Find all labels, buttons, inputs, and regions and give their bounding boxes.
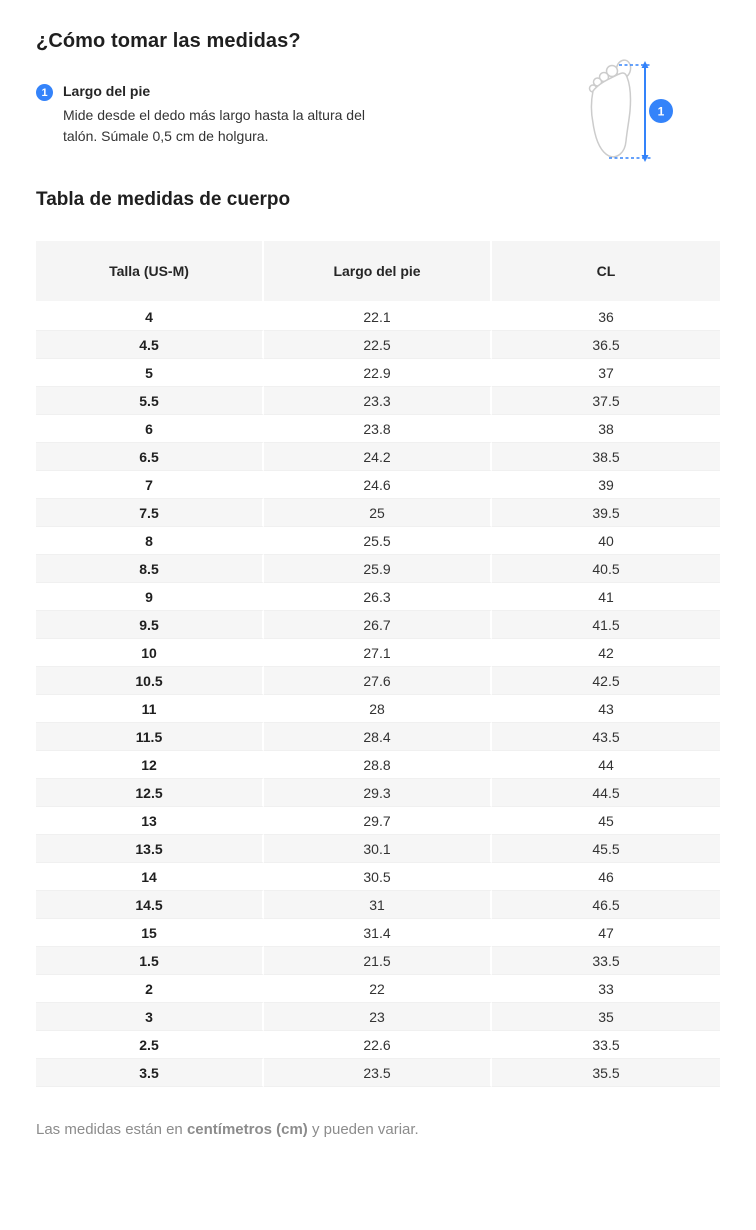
size-table-header bbox=[36, 241, 720, 303]
cell-cl: 33.5 bbox=[492, 1031, 720, 1059]
table-row bbox=[36, 947, 720, 975]
cell-largo-del-pie: 22.5 bbox=[264, 331, 492, 359]
table-row bbox=[36, 779, 720, 807]
cell-talla: 12 bbox=[36, 751, 264, 779]
table-row bbox=[36, 667, 720, 695]
cell-cl: 44 bbox=[492, 751, 720, 779]
cell-cl: 35.5 bbox=[492, 1059, 720, 1087]
cell-talla: 12.5 bbox=[36, 779, 264, 807]
cell-talla: 9.5 bbox=[36, 611, 264, 639]
cell-cl: 43 bbox=[492, 695, 720, 723]
measure-marker-badge bbox=[649, 99, 673, 123]
cell-largo-del-pie: 22.9 bbox=[264, 359, 492, 387]
table-row bbox=[36, 751, 720, 779]
cell-largo-del-pie: 28.4 bbox=[264, 723, 492, 751]
instruction-description: Mide desde el dedo más largo hasta la altura del talón. Súmale 0,5 cm de holgura. bbox=[63, 106, 365, 144]
cell-largo-del-pie: 25 bbox=[264, 499, 492, 527]
cell-largo-del-pie: 23 bbox=[264, 1003, 492, 1031]
cell-cl: 43.5 bbox=[492, 723, 720, 751]
cell-cl: 45.5 bbox=[492, 835, 720, 863]
table-row bbox=[36, 611, 720, 639]
size-guide-page bbox=[0, 30, 756, 1168]
cell-largo-del-pie: 29.3 bbox=[264, 779, 492, 807]
cell-talla: 10 bbox=[36, 639, 264, 667]
cell-cl: 41.5 bbox=[492, 611, 720, 639]
cell-cl: 33.5 bbox=[492, 947, 720, 975]
table-row bbox=[36, 583, 720, 611]
table-row bbox=[36, 891, 720, 919]
cell-cl: 37 bbox=[492, 359, 720, 387]
foot-measurement-diagram bbox=[583, 57, 675, 163]
cell-largo-del-pie: 23.5 bbox=[264, 1059, 492, 1087]
cell-largo-del-pie: 27.6 bbox=[264, 667, 492, 695]
cell-talla: 8 bbox=[36, 527, 264, 555]
cell-largo-del-pie: 28.8 bbox=[264, 751, 492, 779]
cell-talla: 3.5 bbox=[36, 1059, 264, 1087]
instruction-label: Largo del pie bbox=[63, 83, 151, 99]
cell-cl: 35 bbox=[492, 1003, 720, 1031]
cell-talla: 4.5 bbox=[36, 331, 264, 359]
cell-largo-del-pie: 31 bbox=[264, 891, 492, 919]
measure-marker-number: 1 bbox=[657, 104, 665, 119]
cell-cl: 46.5 bbox=[492, 891, 720, 919]
cell-talla: 5 bbox=[36, 359, 264, 387]
cell-cl: 37.5 bbox=[492, 387, 720, 415]
size-table-body bbox=[36, 303, 720, 1087]
cell-cl: 47 bbox=[492, 919, 720, 947]
cell-talla: 7 bbox=[36, 471, 264, 499]
cell-talla: 1.5 bbox=[36, 947, 264, 975]
cell-talla: 13.5 bbox=[36, 835, 264, 863]
disclaimer-units: centímetros (cm) bbox=[186, 1121, 308, 1138]
table-row bbox=[36, 639, 720, 667]
instruction-text-block bbox=[63, 83, 368, 147]
cell-talla: 11.5 bbox=[36, 723, 264, 751]
cell-talla: 14.5 bbox=[36, 891, 264, 919]
cell-largo-del-pie: 30.5 bbox=[264, 863, 492, 891]
table-row bbox=[36, 863, 720, 891]
table-row bbox=[36, 1059, 720, 1087]
cell-largo-del-pie: 22 bbox=[264, 975, 492, 1003]
cell-largo-del-pie: 26.7 bbox=[264, 611, 492, 639]
column-header-cl: CL bbox=[492, 241, 720, 303]
cell-talla: 8.5 bbox=[36, 555, 264, 583]
table-row bbox=[36, 443, 720, 471]
cell-cl: 39.5 bbox=[492, 499, 720, 527]
cell-largo-del-pie: 25.5 bbox=[264, 527, 492, 555]
table-row bbox=[36, 975, 720, 1003]
step-number-badge: 1 bbox=[36, 84, 53, 101]
cell-largo-del-pie: 29.7 bbox=[264, 807, 492, 835]
cell-talla: 13 bbox=[36, 807, 264, 835]
cell-cl: 45 bbox=[492, 807, 720, 835]
cell-cl: 40 bbox=[492, 527, 720, 555]
page-title: ¿Cómo tomar las medidas? bbox=[36, 30, 301, 52]
cell-cl: 41 bbox=[492, 583, 720, 611]
cell-talla: 6.5 bbox=[36, 443, 264, 471]
table-row bbox=[36, 919, 720, 947]
table-row bbox=[36, 471, 720, 499]
cell-largo-del-pie: 23.3 bbox=[264, 387, 492, 415]
cell-cl: 46 bbox=[492, 863, 720, 891]
table-row bbox=[36, 387, 720, 415]
table-row bbox=[36, 359, 720, 387]
table-row bbox=[36, 723, 720, 751]
size-table bbox=[36, 241, 720, 1087]
cell-largo-del-pie: 23.8 bbox=[264, 415, 492, 443]
cell-talla: 5.5 bbox=[36, 387, 264, 415]
table-row bbox=[36, 303, 720, 331]
cell-largo-del-pie: 30.1 bbox=[264, 835, 492, 863]
table-row bbox=[36, 527, 720, 555]
how-to-section bbox=[36, 83, 720, 163]
cell-talla: 7.5 bbox=[36, 499, 264, 527]
cell-cl: 36 bbox=[492, 303, 720, 331]
cell-talla: 15 bbox=[36, 919, 264, 947]
table-row bbox=[36, 499, 720, 527]
table-header-row bbox=[36, 241, 720, 303]
cell-largo-del-pie: 31.4 bbox=[264, 919, 492, 947]
cell-cl: 42 bbox=[492, 639, 720, 667]
cell-cl: 33 bbox=[492, 975, 720, 1003]
cell-talla: 10.5 bbox=[36, 667, 264, 695]
cell-talla: 2 bbox=[36, 975, 264, 1003]
table-section-title: Tabla de medidas de cuerpo bbox=[36, 189, 291, 210]
cell-largo-del-pie: 22.6 bbox=[264, 1031, 492, 1059]
cell-cl: 38.5 bbox=[492, 443, 720, 471]
cell-cl: 44.5 bbox=[492, 779, 720, 807]
cell-largo-del-pie: 22.1 bbox=[264, 303, 492, 331]
instruction-foot-length bbox=[36, 83, 368, 163]
table-row bbox=[36, 1003, 720, 1031]
cell-talla: 14 bbox=[36, 863, 264, 891]
cell-talla: 6 bbox=[36, 415, 264, 443]
cell-cl: 38 bbox=[492, 415, 720, 443]
table-row bbox=[36, 1031, 720, 1059]
cell-largo-del-pie: 27.1 bbox=[264, 639, 492, 667]
table-row bbox=[36, 555, 720, 583]
disclaimer-prefix: Las medidas están en bbox=[36, 1121, 187, 1138]
cell-cl: 42.5 bbox=[492, 667, 720, 695]
table-row bbox=[36, 415, 720, 443]
cell-largo-del-pie: 24.6 bbox=[264, 471, 492, 499]
cell-talla: 2.5 bbox=[36, 1031, 264, 1059]
cell-cl: 39 bbox=[492, 471, 720, 499]
cell-largo-del-pie: 26.3 bbox=[264, 583, 492, 611]
column-header-talla: Talla (US-M) bbox=[36, 241, 264, 303]
cell-talla: 3 bbox=[36, 1003, 264, 1031]
disclaimer-suffix: y pueden variar. bbox=[307, 1121, 419, 1138]
foot-outline-icon bbox=[583, 57, 675, 163]
column-header-largo-del-pie: Largo del pie bbox=[264, 241, 492, 303]
table-row bbox=[36, 835, 720, 863]
table-row bbox=[36, 331, 720, 359]
cell-talla: 4 bbox=[36, 303, 264, 331]
measurements-disclaimer bbox=[36, 1121, 720, 1168]
cell-largo-del-pie: 25.9 bbox=[264, 555, 492, 583]
cell-largo-del-pie: 28 bbox=[264, 695, 492, 723]
cell-largo-del-pie: 24.2 bbox=[264, 443, 492, 471]
cell-largo-del-pie: 21.5 bbox=[264, 947, 492, 975]
table-row bbox=[36, 695, 720, 723]
cell-talla: 11 bbox=[36, 695, 264, 723]
cell-talla: 9 bbox=[36, 583, 264, 611]
cell-cl: 40.5 bbox=[492, 555, 720, 583]
cell-cl: 36.5 bbox=[492, 331, 720, 359]
table-row bbox=[36, 807, 720, 835]
